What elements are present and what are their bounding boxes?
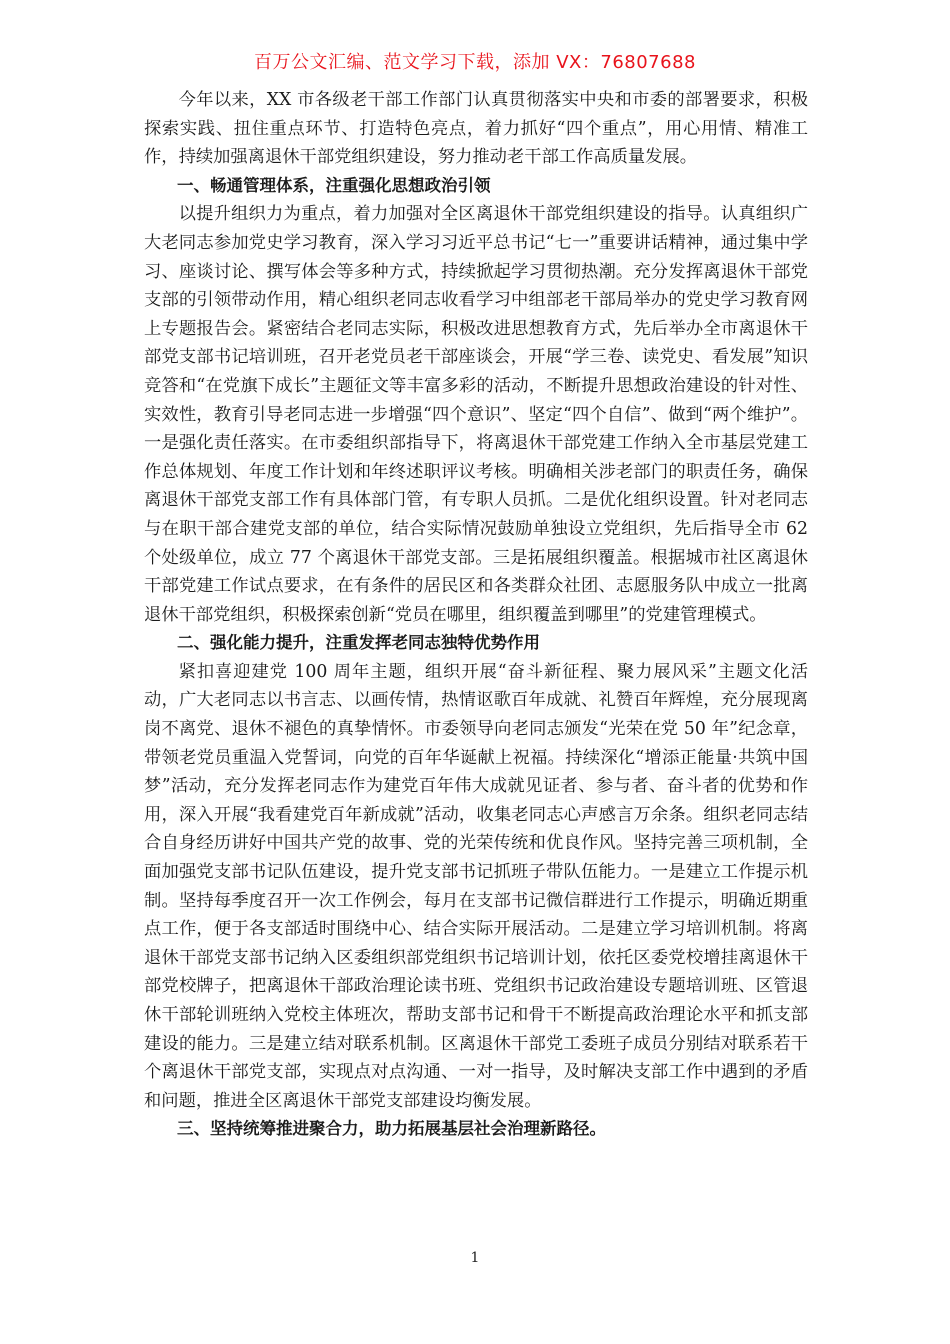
intro-paragraph: 今年以来，XX 市各级老干部工作部门认真贯彻落实中央和市委的部署要求，积极探索实践、扭住重点环节、打造特色亮点，着力抓好“四个重点”，用心用情、精准工作，持续加强离退休干部党组织建设，努力推动老干部工作高质量发展。 xyxy=(144,90,808,168)
header-watermark: 百万公文汇编、范文学习下载，添加 VX：76807688 xyxy=(254,52,696,73)
document-body xyxy=(144,86,808,1144)
section-heading-3: 三、坚持统筹推进聚合力，助力拓展基层社会治理新路径。 xyxy=(177,1119,606,1139)
section-1-paragraph: 以提升组织力为重点，着力加强对全区离退休干部党组织建设的指导。认真组织广大老同志参加党史学习教育，深入学习习近平总书记“七一”重要讲话精神，通过集中学习、座谈讨论、撰写体会等多种方式，持续掀起学习贯彻热潮。充分发挥离退休干部党支部的引领带动作用，精心组织老同志收看学习中组部老干部局举办的党史学习教育网上专题报告会。紧密结合老同志实际，积极改进思想教育方式，先后举办全市离退休干部党支部书记培训班，召开老党员老干部座谈会，开展“学三卷、读党史、看发展”知识竞答和“在党旗下成长”主题征文等丰富多彩的活动，不断提升思想政治建设的针对性、实效性，教育引导老同志进一步增强“四个意识”、坚定“四个自信”、做到“两个维护”。一是强化责任落实。在市委组织部指导下，将离退休干部党建工作纳入全市基层党建工作总体规划、年度工作计划和年终述职评议考核。明确相关涉老部门的职责任务，确保离退休干部党支部工作有具体部门管，有专职人员抓。二是优化组织设置。针对老同志与在职干部合建党支部的单位，结合实际情况鼓励单独设立党组织，先后指导全市 62 个处级单位，成立 77 个离退休干部党支部。三是拓展组织覆盖。根据城市社区离退休干部党建工作试点要求，在有条件的居民区和各类群众社团、志愿服务队中成立一批离退休干部党组织，积极探索创新“党员在哪里，组织覆盖到哪里”的党建管理模式。 xyxy=(144,204,808,625)
section-2-paragraph: 紧扣喜迎建党 100 周年主题，组织开展“奋斗新征程、聚力展风采”主题文化活动，广大老同志以书言志、以画传情，热情讴歌百年成就、礼赞百年辉煌，充分展现离岗不离党、退休不褪色的真挚情怀。市委领导向老同志颁发“光荣在党 50 年”纪念章，带领老党员重温入党誓词，向党的百年华诞献上祝福。持续深化“增添正能量·共筑中国梦”活动，充分发挥老同志作为建党百年伟大成就见证者、参与者、奋斗者的优势和作用，深入开展“我看建党百年新成就”活动，收集老同志心声感言万余条。组织老同志结合自身经历讲好中国共产党的故事、党的光荣传统和优良作风。坚持完善三项机制，全面加强党支部书记队伍建设，提升党支部书记抓班子带队伍能力。一是建立工作提示机制。坚持每季度召开一次工作例会，每月在支部书记微信群进行工作提示，明确近期重点工作，便于各支部适时围绕中心、结合实际开展活动。二是建立学习培训机制。将离退休干部党支部书记纳入区委组织部党组织书记培训计划，依托区委党校增挂离退休干部党校牌子，把离退休干部政治理论读书班、党组织书记政治建设专题培训班、区管退休干部轮训班纳入党校主体班次，帮助支部书记和骨干不断提高政治理论水平和抓支部建设的能力。三是建立结对联系机制。区离退休干部党工委班子成员分别结对联系若干个离退休干部党支部，实现点对点沟通、一对一指导，及时解决支部工作中遇到的矛盾和问题，推进全区离退休干部党支部建设均衡发展。 xyxy=(144,661,808,1111)
section-heading-2: 二、强化能力提升，注重发挥老同志独特优势作用 xyxy=(177,633,540,653)
section-heading-1: 一、畅通管理体系，注重强化思想政治引领 xyxy=(177,175,491,195)
page-number: 1 xyxy=(470,1250,480,1266)
